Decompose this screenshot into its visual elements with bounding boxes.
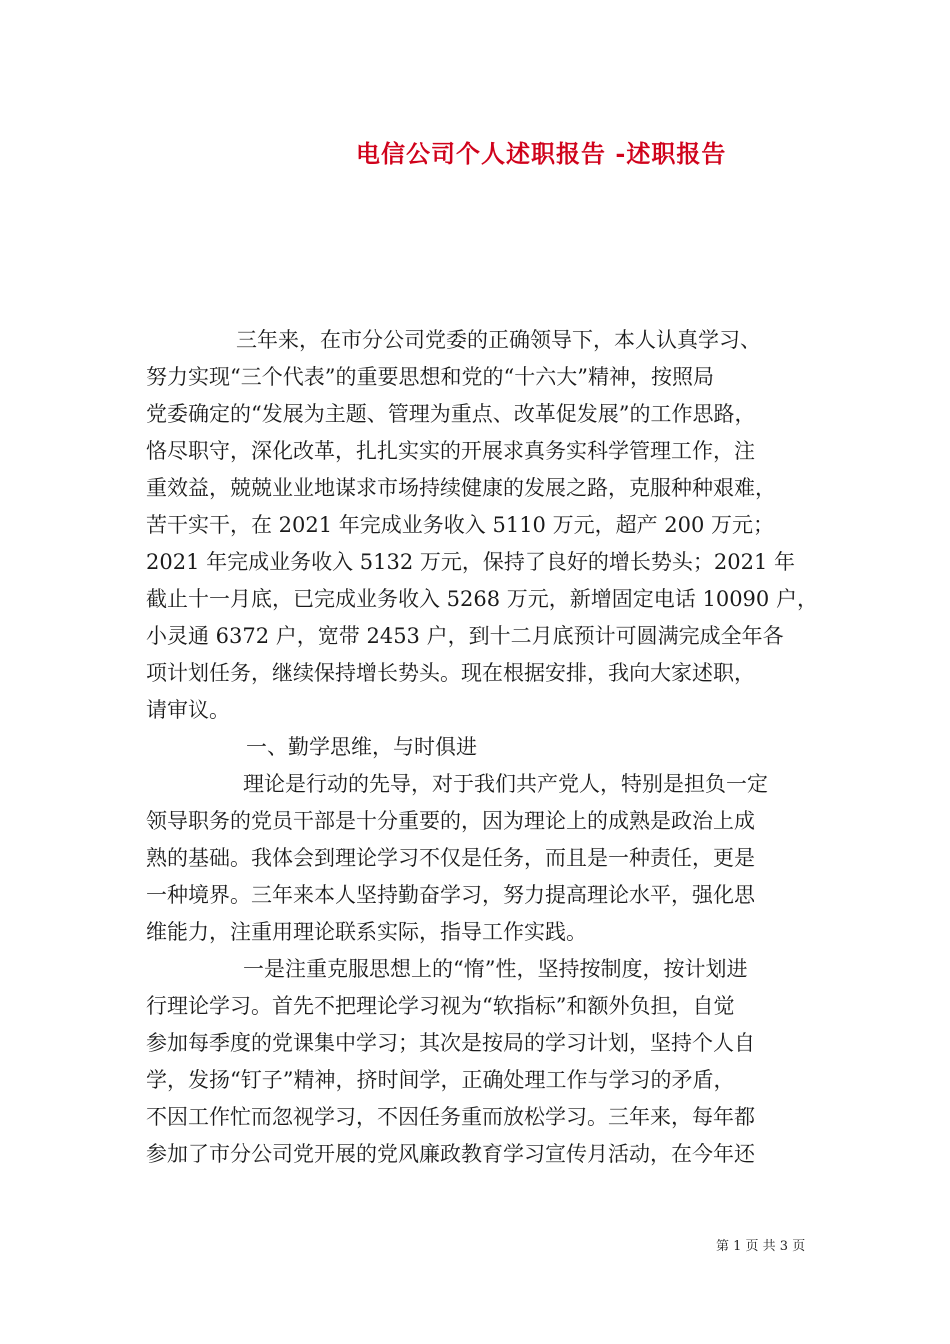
body-line: 参加了市分公司党开展的党风廉政教育学习宣传月活动，在今年还 — [146, 1142, 755, 1166]
body-line: 请审议。 — [146, 698, 230, 722]
body-line: 2021 年完成业务收入 5132 万元，保持了良好的增长势头；2021 年 — [146, 550, 796, 574]
body-line: 领导职务的党员干部是十分重要的，因为理论上的成熟是政治上成 — [146, 809, 755, 833]
body-line: 参加每季度的党课集中学习；其次是按局的学习计划，坚持个人自 — [146, 1031, 755, 1055]
document-title: 电信公司个人述职报告 -述职报告 — [356, 139, 727, 168]
body-line: 努力实现“三个代表”的重要思想和党的“十六大”精神，按照局 — [146, 365, 714, 389]
body-line: 维能力，注重用理论联系实际，指导工作实践。 — [146, 920, 587, 944]
body-line: 小灵通 6372 户，宽带 2453 户，到十二月底预计可圆满完成全年各 — [146, 624, 784, 648]
body-line: 熟的基础。我体会到理论学习不仅是任务，而且是一种责任，更是 — [146, 846, 755, 870]
body-line: 截止十一月底，已完成业务收入 5268 万元，新增固定电话 10090 户， — [146, 587, 818, 611]
section-heading: 一、勤学思维，与时俱进 — [246, 735, 477, 759]
body-line: 一是注重克服思想上的“惰”性，坚持按制度，按计划进 — [243, 957, 748, 981]
body-line: 一种境界。三年来本人坚持勤奋学习，努力提高理论水平，强化思 — [146, 883, 755, 907]
page-number: 第 1 页 共 3 页 — [716, 1239, 806, 1254]
body-line: 学，发扬“钉子”精神，挤时间学，正确处理工作与学习的矛盾， — [146, 1068, 735, 1092]
body-line: 理论是行动的先导，对于我们共产党人，特别是担负一定 — [243, 772, 768, 796]
body-line: 行理论学习。首先不把理论学习视为“软指标”和额外负担，自觉 — [146, 994, 735, 1018]
body-line: 项计划任务，继续保持增长势头。现在根据安排，我向大家述职， — [146, 661, 755, 685]
body-line: 苦干实干，在 2021 年完成业务收入 5110 万元，超产 200 万元； — [146, 513, 775, 537]
body-line: 三年来，在市分公司党委的正确领导下，本人认真学习、 — [236, 328, 761, 352]
body-line: 党委确定的“发展为主题、管理为重点、改革促发展”的工作思路， — [146, 402, 756, 426]
body-line: 重效益，兢兢业业地谋求市场持续健康的发展之路，克服种种艰难， — [146, 476, 776, 500]
body-line: 恪尽职守，深化改革，扎扎实实的开展求真务实科学管理工作，注 — [146, 439, 755, 463]
body-line: 不因工作忙而忽视学习，不因任务重而放松学习。三年来，每年都 — [146, 1105, 755, 1129]
